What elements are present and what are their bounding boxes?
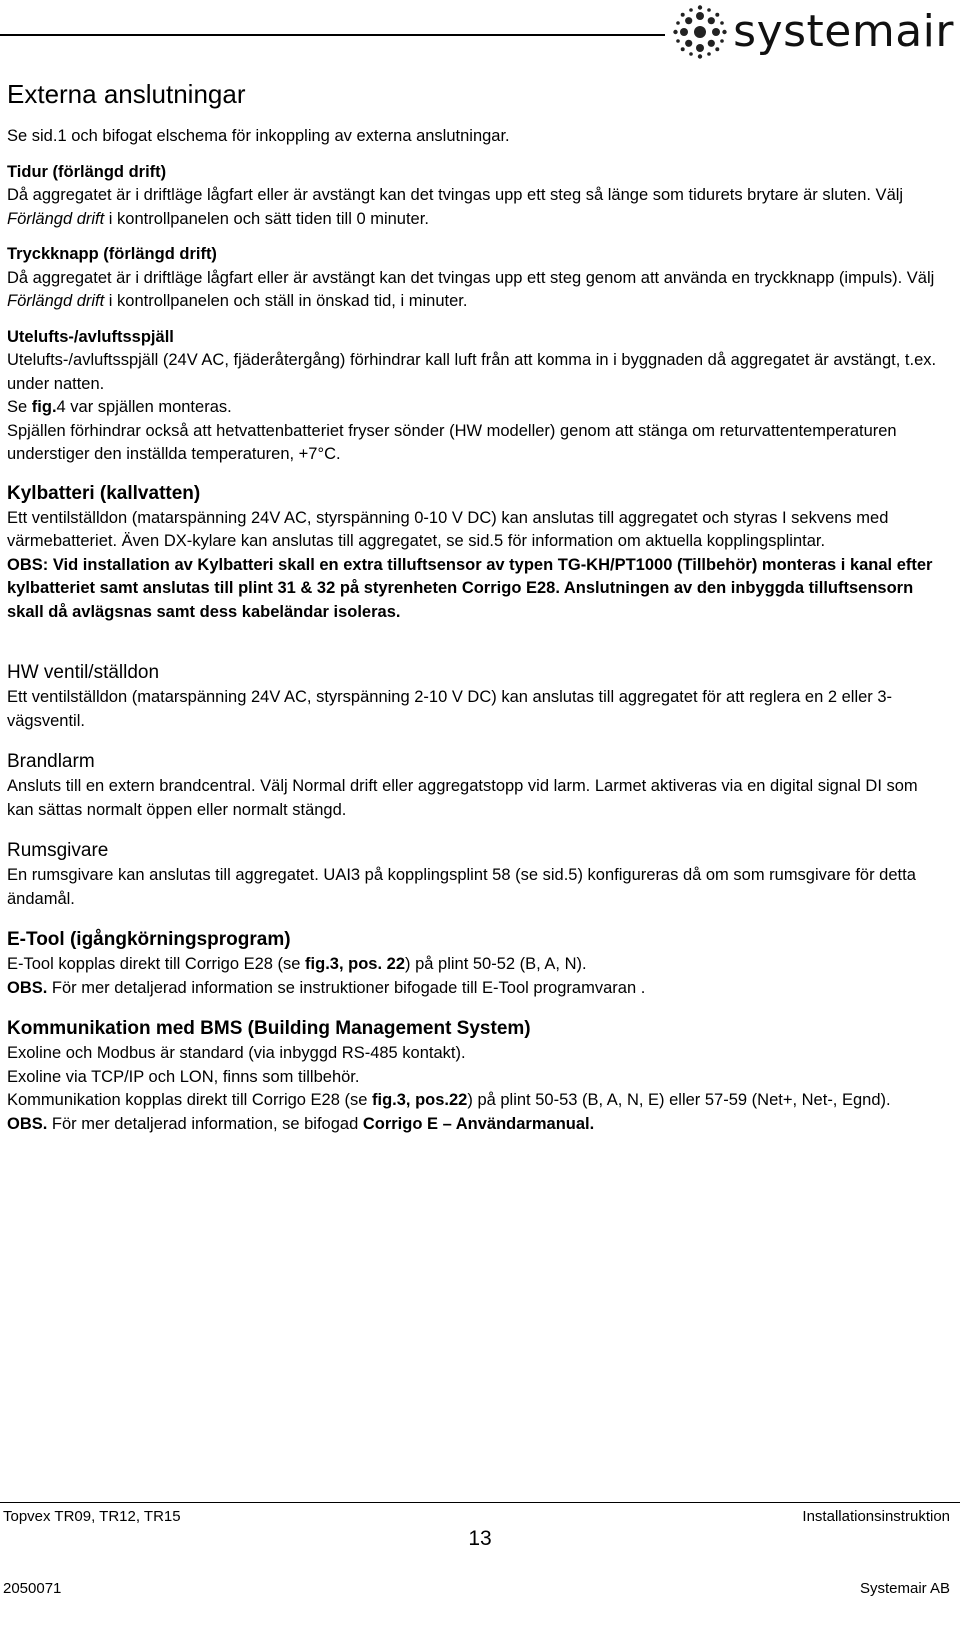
- header-rule: [0, 34, 665, 36]
- section-bms: [7, 1016, 947, 1136]
- document-body: [7, 78, 947, 1136]
- obs-note: OBS. För mer detaljerad information, se bifogad Corrigo E – Användarmanual.: [7, 1114, 595, 1133]
- section-text: Kommunikation kopplas direkt till Corrigo E28 (se fig.3, pos.22) på plint 50-53 (B, A, N, E) eller 57-59 (Net+, Net-, Egnd).: [7, 1091, 891, 1109]
- footer-doc-code: 2050071: [3, 1580, 62, 1597]
- section-heading: Tryckknapp (förlängd drift): [7, 245, 217, 263]
- section-heading: Kylbatteri (kallvatten): [7, 482, 201, 504]
- footer-model: Topvex TR09, TR12, TR15: [3, 1508, 181, 1525]
- section-text: E-Tool kopplas direkt till Corrigo E28 (se fig.3, pos. 22) på plint 50-52 (B, A, N).: [7, 955, 587, 973]
- brand-name: systemair: [733, 6, 954, 57]
- page-number: 13: [468, 1527, 492, 1550]
- systemair-logo: [673, 2, 954, 62]
- section-heading: HW ventil/ställdon: [7, 662, 160, 683]
- section-spjall: [7, 326, 947, 467]
- footer-company: Systemair AB: [859, 1580, 950, 1597]
- section-heading: Tidur (förlängd drift): [7, 162, 167, 181]
- section-text: Exoline via TCP/IP och LON, finns som tillbehör.: [7, 1067, 360, 1086]
- section-rumsgivare: [7, 838, 947, 911]
- footer-doc-type: Installationsinstruktion: [802, 1508, 950, 1525]
- section-brandlarm: [7, 749, 947, 822]
- section-text: Utelufts-/avluftsspjäll (24V AC, fjäderåtergång) förhindrar kall luft från att komma in i byggnaden då aggregatet är avstängt, t.ex. under natten.: [7, 351, 937, 393]
- section-text: Spjällen förhindrar också att hetvattenbatteriet fryser sönder (HW modeller) genom att stänga om returvattentemperaturen understiger den inställda temperaturen, +7°C.: [7, 421, 897, 463]
- section-text: Ansluts till en extern brandcentral. Välj Normal drift eller aggregatstopp vid larm. Larmet aktiveras via en digital signal DI som kan sättas normalt öppen eller normalt stängd.: [7, 777, 918, 819]
- section-text: Då aggregatet är i driftläge lågfart eller är avstängt kan det tvingas upp ett steg genom att använda en tryckknapp (impuls). Välj Förlängd drift i kontrollpanelen och ställ in önskad tid, i minuter.: [7, 268, 935, 310]
- section-heading: Utelufts-/avluftsspjäll: [7, 327, 174, 346]
- section-heading: Brandlarm: [7, 751, 95, 772]
- section-text: Se fig.4 var spjällen monteras.: [7, 398, 232, 416]
- section-hw: [7, 660, 947, 733]
- section-kylbatteri: [7, 481, 947, 625]
- obs-note: OBS. För mer detaljerad information se instruktioner bifogade till E-Tool programvaran .: [7, 978, 646, 997]
- section-heading: E-Tool (igångkörningsprogram): [7, 929, 291, 950]
- section-heading: Rumsgivare: [7, 840, 109, 861]
- section-tidur: [7, 161, 947, 232]
- section-tryckknapp: [7, 243, 947, 314]
- section-text: Ett ventilställdon (matarspänning 24V AC, styrspänning 2-10 V DC) kan anslutas till aggregatet för att reglera en 2 eller 3-vägsventil.: [7, 688, 893, 730]
- section-text: Då aggregatet är i driftläge lågfart eller är avstängt kan det tvingas upp ett steg så länge som tidurets brytare är sluten. Välj Förlängd drift i kontrollpanelen och sätt tiden till 0 minuter.: [7, 186, 904, 228]
- intro-text: Se sid.1 och bifogat elschema för inkoppling av externa anslutningar.: [7, 127, 510, 145]
- section-etool: [7, 927, 947, 1000]
- section-text: Ett ventilställdon (matarspänning 24V AC, styrspänning 0-10 V DC) kan anslutas till aggregatet och styras I sekvens med värmebatteriet. Även DX-kylare kan anslutas till aggregatet, se sid.5 för information om aktuella kopplingsplintar.: [7, 508, 889, 550]
- section-text: Exoline och Modbus är standard (via inbyggd RS-485 kontakt).: [7, 1044, 466, 1062]
- section-text: En rumsgivare kan anslutas till aggregatet. UAI3 på kopplingsplint 58 (se sid.5) konfigureras då om som rumsgivare för detta ändamål.: [7, 866, 916, 908]
- logo-mark-icon: [673, 5, 727, 59]
- footer-rule: [0, 1502, 960, 1503]
- page-title: Externa anslutningar: [7, 79, 246, 109]
- section-heading: Kommunikation med BMS (Building Management System): [7, 1018, 531, 1039]
- obs-note: OBS: Vid installation av Kylbatteri skall en extra tilluftsensor av typen TG-KH/PT1000 (Tillbehör) monteras i kanal efter kylbatteriet samt anslutas till plint 31 & 32 på styrenheten Corrigo E28. Anslutningen av den inbyggda tilluftsensorn skall då avlägsnas samt dess kabeländar isoleras.: [7, 555, 933, 621]
